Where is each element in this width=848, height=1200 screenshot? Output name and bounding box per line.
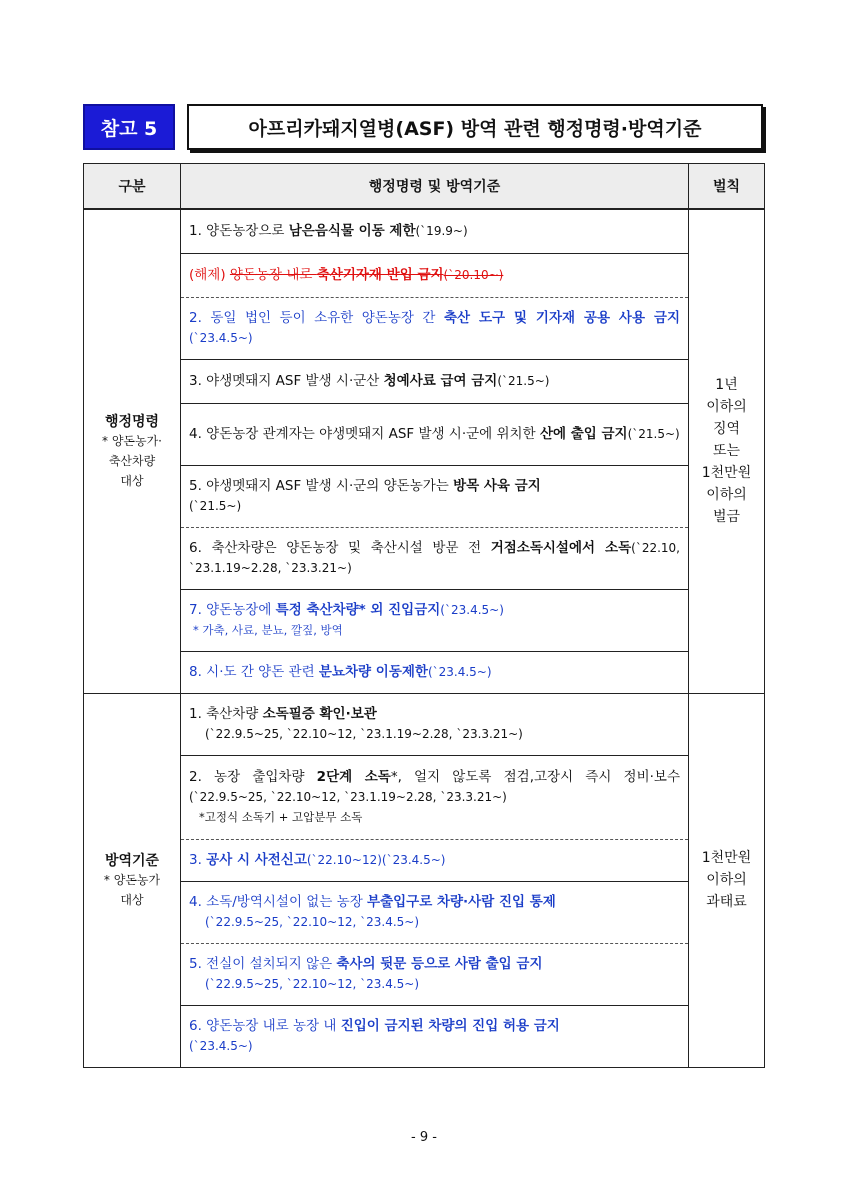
quarantine-item-3: 3. 공사 시 사전신고(`22.10~12)(`23.4.5~) (181, 839, 689, 881)
quarantine-item-6: 6. 양돈농장 내로 농장 내 진입이 금지된 차량의 진입 허용 금지 (`23.4.5~) (181, 1005, 689, 1067)
category-admin-name: 행정명령 (104, 414, 160, 431)
quarantine-item-1: 1. 축산차량 소독필증 확인·보관 (`22.9.5~25, `22.10~12, `23.1.19~2.28, `23.3.21~) (181, 693, 689, 755)
regulation-table (83, 163, 765, 1068)
admin-item-1: 1. 양돈농장으로 남은음식물 이동 제한(`19.9~) (181, 209, 689, 253)
admin-item-7: 7. 양돈농장에 특정 축산차량* 외 진입금지(`23.4.5~) * 가축, 사료, 분뇨, 깔짚, 방역 (181, 589, 689, 651)
category-admin-sub1: * 양돈농가· (102, 434, 162, 449)
category-quarantine-sub1: * 양돈농가 (103, 873, 161, 887)
page-number: - 9 - (411, 1130, 437, 1145)
header-penalty: 벌칙 (689, 164, 765, 210)
quarantine-item-2: 2. 농장 출입차량 2단계 소독*, 얼지 않도록 점검,고장시 즉시 정비·보수(`22.9.5~25, `22.10~12, `23.1.19~2.28, `23.3.21~) *고정식 소독기 + 고압분무 소독 (181, 755, 689, 839)
quarantine-item-5: 5. 전실이 설치되지 않은 축사의 뒷문 등으로 사람 출입 금지 (`22.9.5~25, `22.10~12, `23.4.5~) (181, 943, 689, 1005)
category-quarantine-sub2: 대상 (120, 893, 144, 907)
category-admin (84, 209, 181, 693)
category-quarantine-name: 방역기준 (104, 853, 160, 869)
admin-item-4: 4. 양돈농장 관계자는 야생멧돼지 ASF 발생 시·군에 위치한 산에 출입 금지(`21.5~) (181, 403, 689, 465)
admin-item-3: 3. 야생멧돼지 ASF 발생 시·군산 청예사료 급여 금지(`21.5~) (181, 359, 689, 403)
penalty-admin: 1년 이하의 징역 또는 1천만원 이하의 벌금 (689, 209, 765, 693)
admin-item-8: 8. 시·도 간 양돈 관련 분뇨차량 이동제한(`23.4.5~) (181, 651, 689, 693)
reference-badge: 참고 5 (83, 104, 175, 150)
category-admin-sub3: 대상 (120, 474, 144, 489)
page-title: 아프리카돼지열병(ASF) 방역 관련 행정명령·방역기준 (187, 104, 763, 150)
penalty-quarantine: 1천만원 이하의 과태료 (689, 693, 765, 1067)
admin-item-lifted: (해제) 양돈농장 내로 축산기자재 반입 금지(`20.10~) (181, 253, 689, 297)
admin-item-6: 6. 축산차량은 양돈농장 및 축산시설 방문 전 거점소독시설에서 소독(`22.10, `23.1.19~2.28, `23.3.21~) (181, 527, 689, 589)
quarantine-item-4: 4. 소독/방역시설이 없는 농장 부출입구로 차량·사람 진입 통제 (`22.9.5~25, `22.10~12, `23.4.5~) (181, 881, 689, 943)
admin-item-5: 5. 야생멧돼지 ASF 발생 시·군의 양돈농가는 방목 사육 금지 (`21.5~) (181, 465, 689, 527)
category-admin-sub2: 축산차량 (108, 454, 156, 469)
admin-item-2: 2. 동일 법인 등이 소유한 양돈농장 간 축산 도구 및 기자재 공용 사용 금지(`23.4.5~) (181, 297, 689, 359)
header-category: 구분 (84, 164, 181, 210)
header-content: 행정명령 및 방역기준 (181, 164, 689, 210)
title-area (83, 104, 763, 150)
category-quarantine (84, 693, 181, 1067)
